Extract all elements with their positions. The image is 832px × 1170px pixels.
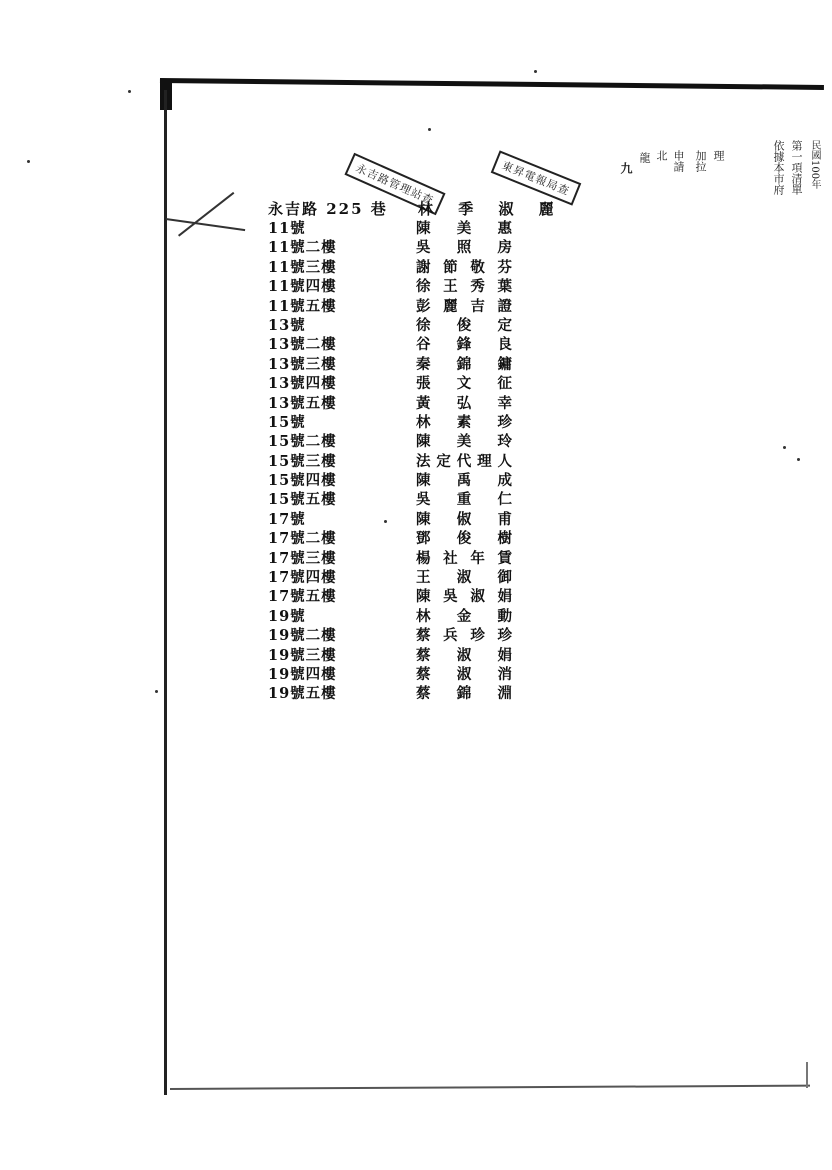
- unit-address: 13號四樓: [268, 375, 337, 393]
- resident-name: 謝節敬芬: [416, 258, 512, 276]
- page-frame-left-border: [164, 90, 167, 1095]
- header-owner-name: 林 季 淑 麗: [418, 200, 564, 218]
- unit-address: 11號二樓: [268, 239, 337, 257]
- resident-name: 蔡錦淵: [416, 685, 512, 703]
- resident-name: 蔡兵珍珍: [416, 627, 512, 645]
- resident-name: 徐王秀葉: [416, 278, 512, 296]
- page-frame-right-mark: [806, 1062, 808, 1088]
- resident-name: 陳禹成: [416, 472, 512, 490]
- unit-address: 11號五樓: [268, 297, 337, 315]
- unit-address: 11號三樓: [268, 258, 337, 276]
- list-header: [268, 198, 564, 219]
- scan-artifact-diagonal: [178, 192, 234, 237]
- unit-address: 17號五樓: [268, 588, 337, 606]
- resident-name: 陳吳淑娟: [416, 588, 512, 606]
- lane-address: 永吉路 225 巷: [268, 200, 388, 218]
- resident-name: 王淑御: [416, 569, 512, 587]
- resident-name: 蔡淑消: [416, 665, 512, 683]
- scan-artifact-line: [166, 218, 245, 231]
- unit-address: 19號四樓: [268, 665, 337, 683]
- resident-name: 法定代理人: [416, 452, 512, 470]
- resident-name: 徐俊定: [416, 316, 512, 334]
- resident-name: 吳重仁: [416, 491, 512, 509]
- resident-name: 陳美玲: [416, 433, 512, 451]
- unit-address: 17號二樓: [268, 530, 337, 548]
- resident-name: 蔡淑娟: [416, 646, 512, 664]
- unit-address: 15號二樓: [268, 433, 337, 451]
- resident-name: 彭麗吉證: [416, 297, 512, 315]
- resident-name: 楊社年賃: [416, 549, 512, 567]
- unit-address: 13號: [268, 316, 306, 334]
- unit-address: 13號五樓: [268, 394, 337, 412]
- resident-name: 張文征: [416, 375, 512, 393]
- inspection-stamp: 永吉路管理站查: [344, 153, 445, 216]
- page-frame-bottom-border: [170, 1085, 810, 1090]
- margin-note: 加拉: [694, 150, 707, 172]
- unit-address: 15號四樓: [268, 472, 337, 490]
- unit-address: 17號: [268, 510, 306, 528]
- resident-name: 秦錦鏞: [416, 355, 512, 373]
- unit-address: 17號三樓: [268, 549, 337, 567]
- unit-address: 19號: [268, 607, 306, 625]
- unit-address: 19號五樓: [268, 685, 337, 703]
- margin-note: 第一項清單: [790, 140, 803, 195]
- resident-name: 林素珍: [416, 413, 512, 431]
- page-frame-top-border: [160, 78, 824, 90]
- unit-address: 15號五樓: [268, 491, 337, 509]
- resident-name: 鄧俊樹: [416, 530, 512, 548]
- resident-name: 陳美惠: [416, 220, 512, 237]
- margin-note: 理: [712, 150, 725, 161]
- inspection-stamp: 東昇電報局查: [491, 150, 582, 205]
- margin-note: 北: [655, 150, 668, 161]
- unit-address: 15號: [268, 413, 306, 431]
- resident-name: 黃弘幸: [416, 394, 512, 412]
- unit-address: 13號二樓: [268, 336, 337, 354]
- resident-name: 陳俶甫: [416, 510, 512, 528]
- resident-name: 林金動: [416, 607, 512, 625]
- margin-note: 龍: [638, 152, 651, 163]
- unit-address: 11號: [268, 220, 306, 237]
- margin-note: 申請: [672, 150, 685, 172]
- unit-address: 15號三樓: [268, 452, 337, 470]
- unit-address: 19號三樓: [268, 646, 337, 664]
- resident-name: 吳照房: [416, 239, 512, 257]
- unit-address: 17號四樓: [268, 569, 337, 587]
- unit-address: 19號二樓: [268, 627, 337, 645]
- resident-name: 谷鋒良: [416, 336, 512, 354]
- unit-address: 11號四樓: [268, 278, 337, 296]
- margin-note: 民國100年: [809, 140, 820, 190]
- margin-note: 九: [619, 162, 633, 174]
- margin-note: 依據本市府: [772, 140, 785, 195]
- unit-address: 13號三樓: [268, 355, 337, 373]
